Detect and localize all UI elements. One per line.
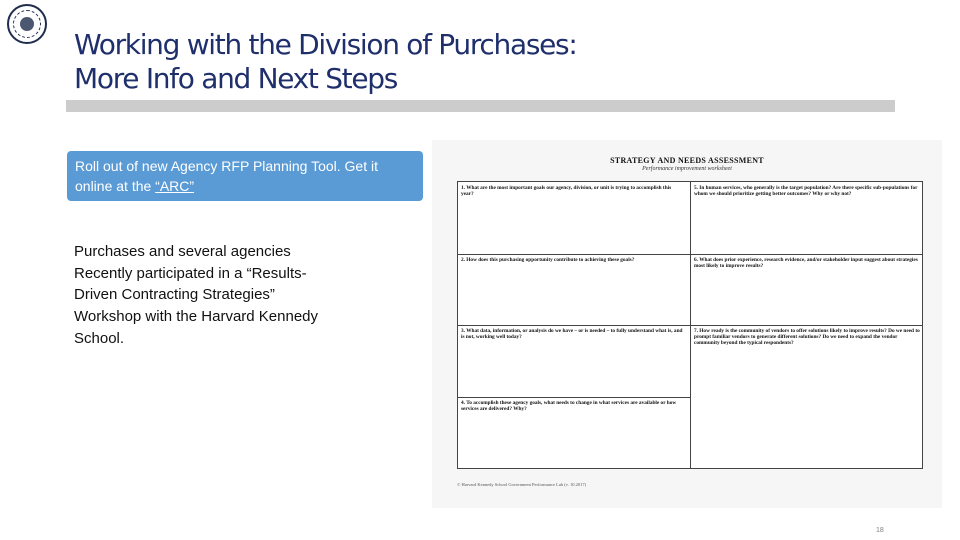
body-line: Purchases and several agencies [74, 243, 291, 260]
title-line-2: More Info and Next Steps [74, 62, 398, 95]
worksheet-question-4: 4. To accomplish these agency goals, what needs to change in what services are available or how services are delivered? Why? [461, 400, 677, 413]
workshop-paragraph [74, 241, 374, 350]
worksheet-subtitle: Performance improvement worksheet [642, 166, 732, 172]
worksheet-question-3: 3. What data, information, or analysis do we have – or is needed – to fully understand what is, and is not, working well today? [461, 328, 683, 341]
state-seal-icon [7, 4, 47, 44]
body-line: Workshop with the Harvard Kennedy [74, 308, 319, 326]
worksheet-footer: © Harvard Kennedy School Government Performance Lab (v. 10.2017) [457, 482, 587, 487]
slide-title [74, 28, 576, 96]
body-line: Driven Contracting Strategies” [74, 286, 275, 304]
title-divider-bar [66, 100, 895, 112]
callout-text: Roll out of new Agency RFP Planning Tool. Get it online at the [75, 158, 378, 194]
arc-link[interactable]: “ARC” [155, 178, 195, 194]
title-line-1: Working with the Division of Purchases: [74, 28, 577, 61]
worksheet-title: STRATEGY AND NEEDS ASSESSMENT [610, 156, 764, 165]
page-number: 18 [876, 527, 884, 534]
worksheet-question-5: 5. In human services, who generally is the target population? Are there specific sub-populations for whom we should prioritize getting better outcomes? Why or why not? [694, 185, 918, 198]
worksheet-question-1: 1. What are the most important goals our agency, division, or unit is trying to accomplish this year? [461, 185, 672, 198]
worksheet-question-7: 7. How ready is the community of vendors to offer solutions likely to improve results? Do we need to prompt familiar vendors to generate different solutions? Do we need to expand the vendor community beyond the typical respondents? [694, 328, 920, 347]
body-line: Recently participated in a “Results- [74, 264, 307, 282]
arc-callout-box [67, 151, 423, 201]
worksheet-question-2: 2. How does this purchasing opportunity contribute to achieving these goals? [461, 257, 635, 263]
strategy-worksheet-image [432, 140, 942, 508]
worksheet-question-6: 6. What does prior experience, research evidence, and/or stakeholder input suggest about strategies most likely to improve results? [694, 257, 918, 270]
body-line: School. [74, 329, 125, 347]
worksheet-grid [457, 181, 923, 469]
